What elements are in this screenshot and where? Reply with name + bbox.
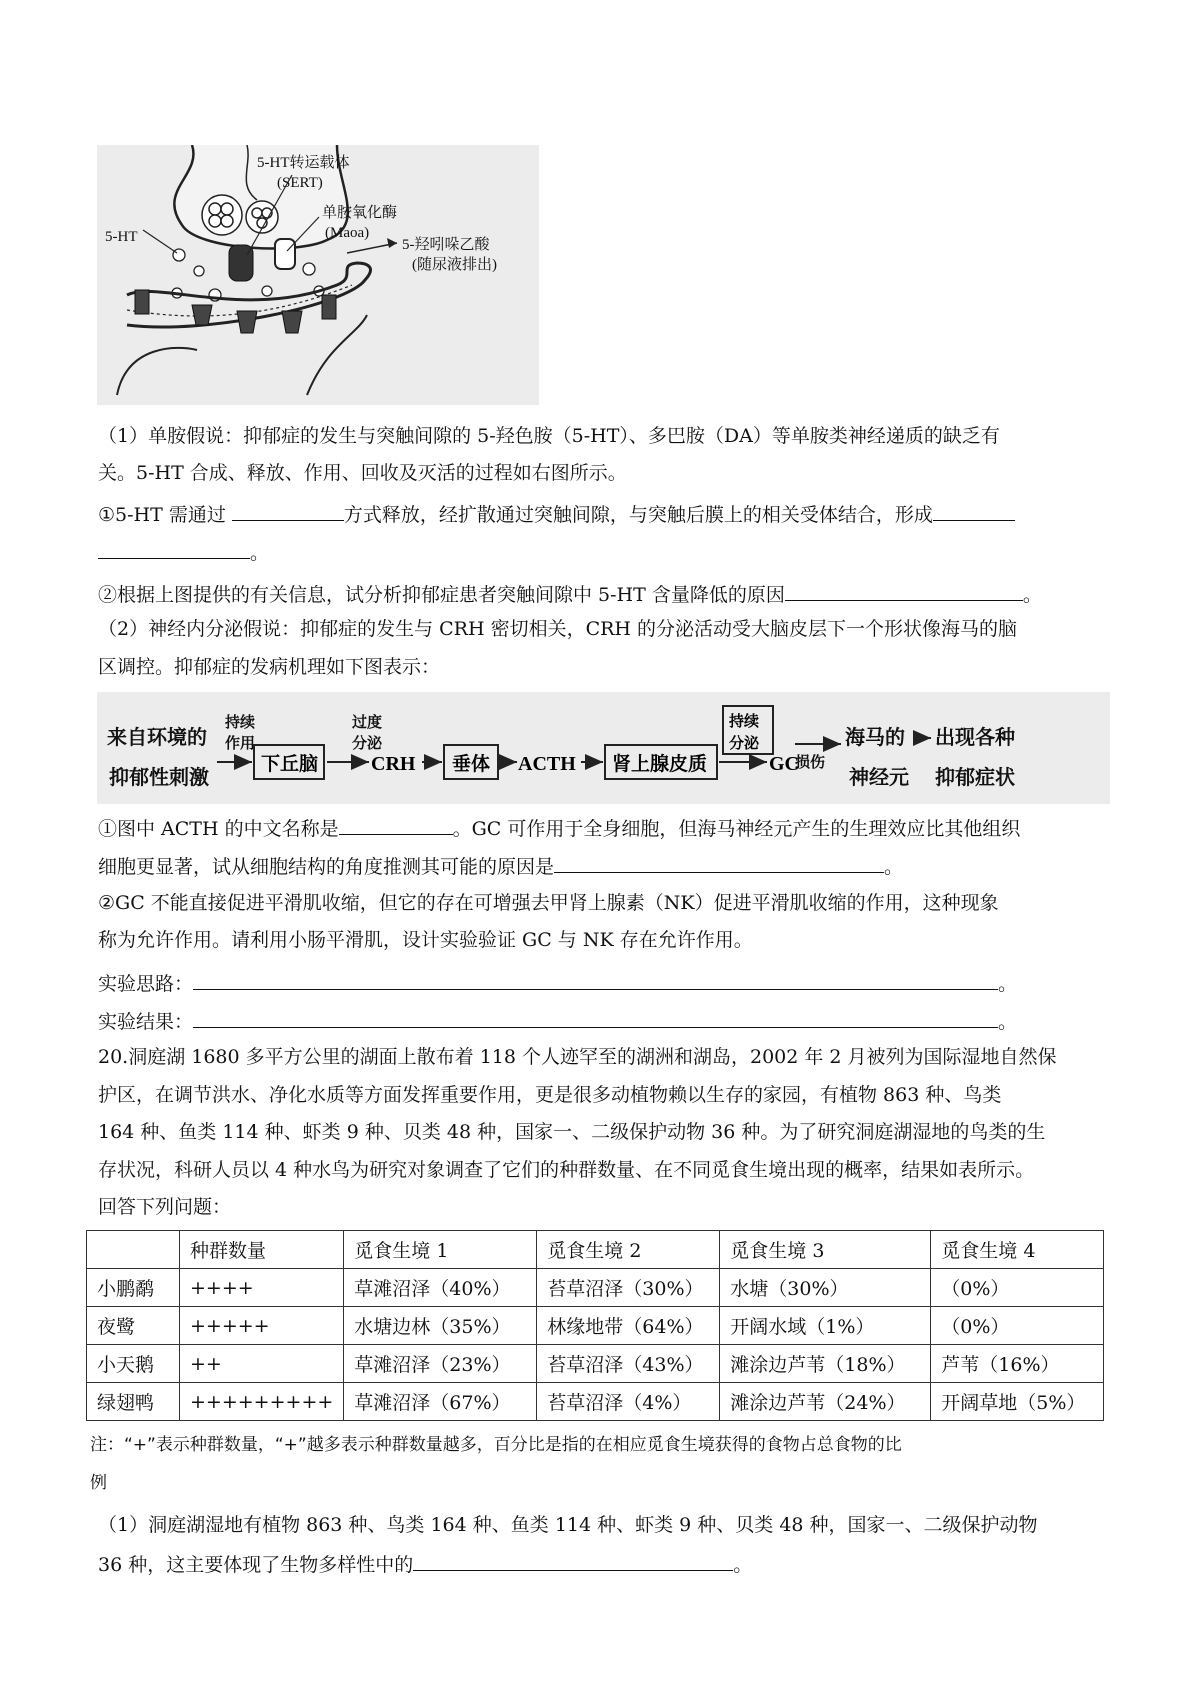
q20-line2: 护区，在调节洪水、净化水质等方面发挥重要作用，更是很多动植物赖以生存的家园，有植物 863 种、鸟类: [98, 1084, 1002, 1106]
q19-p1-q1-cont: [98, 536, 1108, 568]
experiment-idea: [98, 967, 1108, 999]
label-maoa-1: 单胺氧化酶: [322, 205, 398, 221]
arrow2-label2: 分泌: [352, 734, 383, 752]
label-5ht: 5-HT: [105, 229, 138, 245]
crh-label: CRH: [371, 753, 416, 775]
table-cell: 草滩沼泽（67%）: [344, 1383, 537, 1421]
table-cell: 苔草沼泽（43%）: [537, 1345, 720, 1383]
table-cell: 滩涂边芦苇（18%）: [720, 1345, 931, 1383]
table-header-row: [87, 1231, 1104, 1269]
table-cell: （0%）: [931, 1307, 1104, 1345]
synapse-diagram: [97, 145, 539, 405]
maoa-enzyme: [275, 239, 295, 269]
table-cell: ++++: [180, 1269, 344, 1307]
end-mark: 。: [998, 1011, 1018, 1033]
end-mark: 。: [1022, 584, 1042, 606]
q19-p2-q2-line2: 称为允许作用。请利用小肠平滑肌，设计实验验证 GC 与 NK 存在允许作用。: [98, 929, 753, 951]
q19-p2-q1-text-c: 细胞更显著，试从细胞结构的角度推测其可能的原因是: [98, 856, 555, 878]
q19-p1-q1: [98, 498, 1108, 530]
q19-p1-line2: 关。5-HT 合成、释放、作用、回收及灭活的过程如右图所示。: [98, 462, 627, 484]
arrow2-label1: 过度: [352, 713, 383, 731]
label-sert-2: (SERT): [277, 175, 323, 191]
table-cell: 绿翅鸭: [87, 1383, 180, 1421]
answer-blank-release[interactable]: [232, 498, 344, 521]
table-cell: 小天鹅: [87, 1345, 180, 1383]
flowchart-diagram: [97, 692, 1110, 804]
q19-p1-line1: （1）单胺假说：抑郁症的发生与突触间隙的 5-羟色胺（5-HT）、多巴胺（DA）等单胺类神经递质的缺乏有: [98, 425, 1000, 447]
q19-p1-q1-text-b: 方式释放，经扩散通过突触间隙，与突触后膜上的相关受体结合，形成: [343, 504, 933, 526]
table-cell: 草滩沼泽（40%）: [344, 1269, 537, 1307]
table-cell: 滩涂边芦苇（24%）: [720, 1383, 931, 1421]
table-row: [87, 1269, 1104, 1307]
table-note-line1: 注：“+”表示种群数量，“+”越多表示种群数量越多，百分比是指的在相应觅食生境获得的食物占总食物的比: [90, 1435, 902, 1455]
synapse-figure: [97, 145, 539, 405]
table-cell: ++: [180, 1345, 344, 1383]
experiment-result: [98, 1005, 1108, 1037]
start-line2: 抑郁性刺激: [109, 765, 209, 789]
table-cell: 开阔草地（5%）: [931, 1383, 1104, 1421]
start-line1: 来自环境的: [107, 725, 207, 749]
q19-p2-q1-text-b: 。GC 可作用于全身细胞，但海马神经元产生的生理效应比其他组织: [452, 818, 1021, 840]
q19-p2-q1-text-a: ①图中 ACTH 的中文名称是: [98, 818, 339, 840]
arrow3-label2: 分泌: [729, 734, 760, 752]
table-header: 觅食生境 3: [720, 1231, 931, 1269]
pituitary: 垂体: [452, 753, 491, 775]
table-cell: 水塘边林（35%）: [344, 1307, 537, 1345]
q19-p2-q2-line1: ②GC 不能直接促进平滑肌收缩，但它的存在可增强去甲肾上腺素（NK）促进平滑肌收缩的作用，这种现象: [98, 892, 999, 914]
table-cell: 小鹏鹬: [87, 1269, 180, 1307]
table-cell: 水塘（30%）: [720, 1269, 931, 1307]
table-header: 觅食生境 4: [931, 1231, 1104, 1269]
answer-blank-biodiversity[interactable]: [413, 1548, 733, 1571]
answer-blank-bind[interactable]: [933, 498, 1015, 521]
table-cell: 林缘地带（64%）: [537, 1307, 720, 1345]
q20-line3: 164 种、鱼类 114 种、虾类 9 种、贝类 48 种，国家一、二级保护动物 36 种。为了研究洞庭湖湿地的鸟类的生: [98, 1121, 1046, 1143]
end-mark: 。: [998, 973, 1018, 995]
table-cell: 芦苇（16%）: [931, 1345, 1104, 1383]
label-product-1: 5-羟吲哚乙酸: [402, 237, 490, 253]
answer-blank-bind-cont[interactable]: [98, 536, 250, 559]
end-mark: 。: [733, 1554, 753, 1576]
arrow1-label2: 作用: [225, 734, 256, 752]
table-header: 种群数量: [180, 1231, 344, 1269]
gc-label: GC: [769, 753, 799, 775]
table-cell: 开阔水域（1%）: [720, 1307, 931, 1345]
table-header: 觅食生境 1: [344, 1231, 537, 1269]
table-header: [87, 1231, 180, 1269]
q20-q1-text: 36 种，这主要体现了生物多样性中的: [98, 1554, 414, 1576]
q20-q1-line2: [98, 1548, 1108, 1580]
table-cell: 苔草沼泽（4%）: [537, 1383, 720, 1421]
table-cell: （0%）: [931, 1269, 1104, 1307]
q19-p2-line2: 区调控。抑郁症的发病机理如下图表示：: [98, 656, 441, 678]
result-label: 实验结果：: [98, 1011, 194, 1033]
q20-line5: 回答下列问题：: [98, 1196, 232, 1218]
result-line2: 抑郁症状: [935, 765, 1015, 789]
q19-p1-q2-text: ②根据上图提供的有关信息，试分析抑郁症患者突触间隙中 5-HT 含量降低的原因: [98, 584, 785, 606]
end-mark: 。: [884, 856, 904, 878]
label-product-2: (随尿液排出): [412, 257, 497, 273]
target-line2: 神经元: [849, 765, 909, 789]
mechanism-flowchart: [97, 692, 1110, 804]
answer-blank-acth[interactable]: [339, 812, 453, 835]
q20-line1: 20.洞庭湖 1680 多平方公里的湖面上散布着 118 个人迹罕至的湖洲和湖岛，2002 年 2 月被列为国际湿地自然保: [98, 1046, 1057, 1068]
answer-blank-idea[interactable]: [193, 967, 998, 990]
q19-p2-q1-cont: [98, 850, 1108, 882]
arrow1-label1: 持续: [225, 713, 256, 731]
table-row: [87, 1345, 1104, 1383]
q19-p1-q1-text-a: ①5-HT 需通过: [98, 504, 226, 526]
table-cell: 草滩沼泽（23%）: [344, 1345, 537, 1383]
q20-q1-line1: （1）洞庭湖湿地有植物 863 种、鸟类 164 种、鱼类 114 种、虾类 9 种、贝类 48 种，国家一、二级保护动物: [98, 1514, 1038, 1536]
arrow4-label: 损伤: [795, 753, 826, 771]
answer-blank-reason[interactable]: [785, 578, 1023, 601]
answer-blank-cell-structure[interactable]: [554, 850, 884, 873]
idea-label: 实验思路：: [98, 973, 194, 995]
table-header: 觅食生境 2: [537, 1231, 720, 1269]
table-row: [87, 1383, 1104, 1421]
q19-p1-q2: [98, 578, 1108, 610]
target-line1: 海马的: [845, 725, 905, 749]
table-cell: 夜鹭: [87, 1307, 180, 1345]
acth-label: ACTH: [518, 753, 576, 775]
result-line1: 出现各种: [935, 725, 1015, 749]
table-row: [87, 1307, 1104, 1345]
answer-blank-result[interactable]: [193, 1005, 998, 1028]
arrow3-label1: 持续: [729, 712, 760, 730]
table-cell: +++++++++: [180, 1383, 344, 1421]
hypothalamus: 下丘脑: [261, 753, 319, 775]
label-maoa-2: (Maoa): [325, 225, 370, 241]
label-sert-1: 5-HT转运载体: [257, 155, 350, 171]
q19-p2-line1: （2）神经内分泌假说：抑郁症的发生与 CRH 密切相关，CRH 的分泌活动受大脑皮层下一个形状像海马的脑: [98, 618, 1018, 640]
table-cell: +++++: [180, 1307, 344, 1345]
q19-p2-q1: [98, 812, 1108, 844]
end-mark: 。: [250, 542, 270, 564]
table-cell: 苔草沼泽（30%）: [537, 1269, 720, 1307]
bird-habitat-table: [86, 1230, 1104, 1421]
table-note-line2: 例: [90, 1473, 107, 1493]
adrenal-cortex: 肾上腺皮质: [612, 753, 708, 775]
q20-line4: 存状况，科研人员以 4 种水鸟为研究对象调查了它们的种群数量、在不同觅食生境出现的概率，结果如表所示。: [98, 1159, 1035, 1181]
